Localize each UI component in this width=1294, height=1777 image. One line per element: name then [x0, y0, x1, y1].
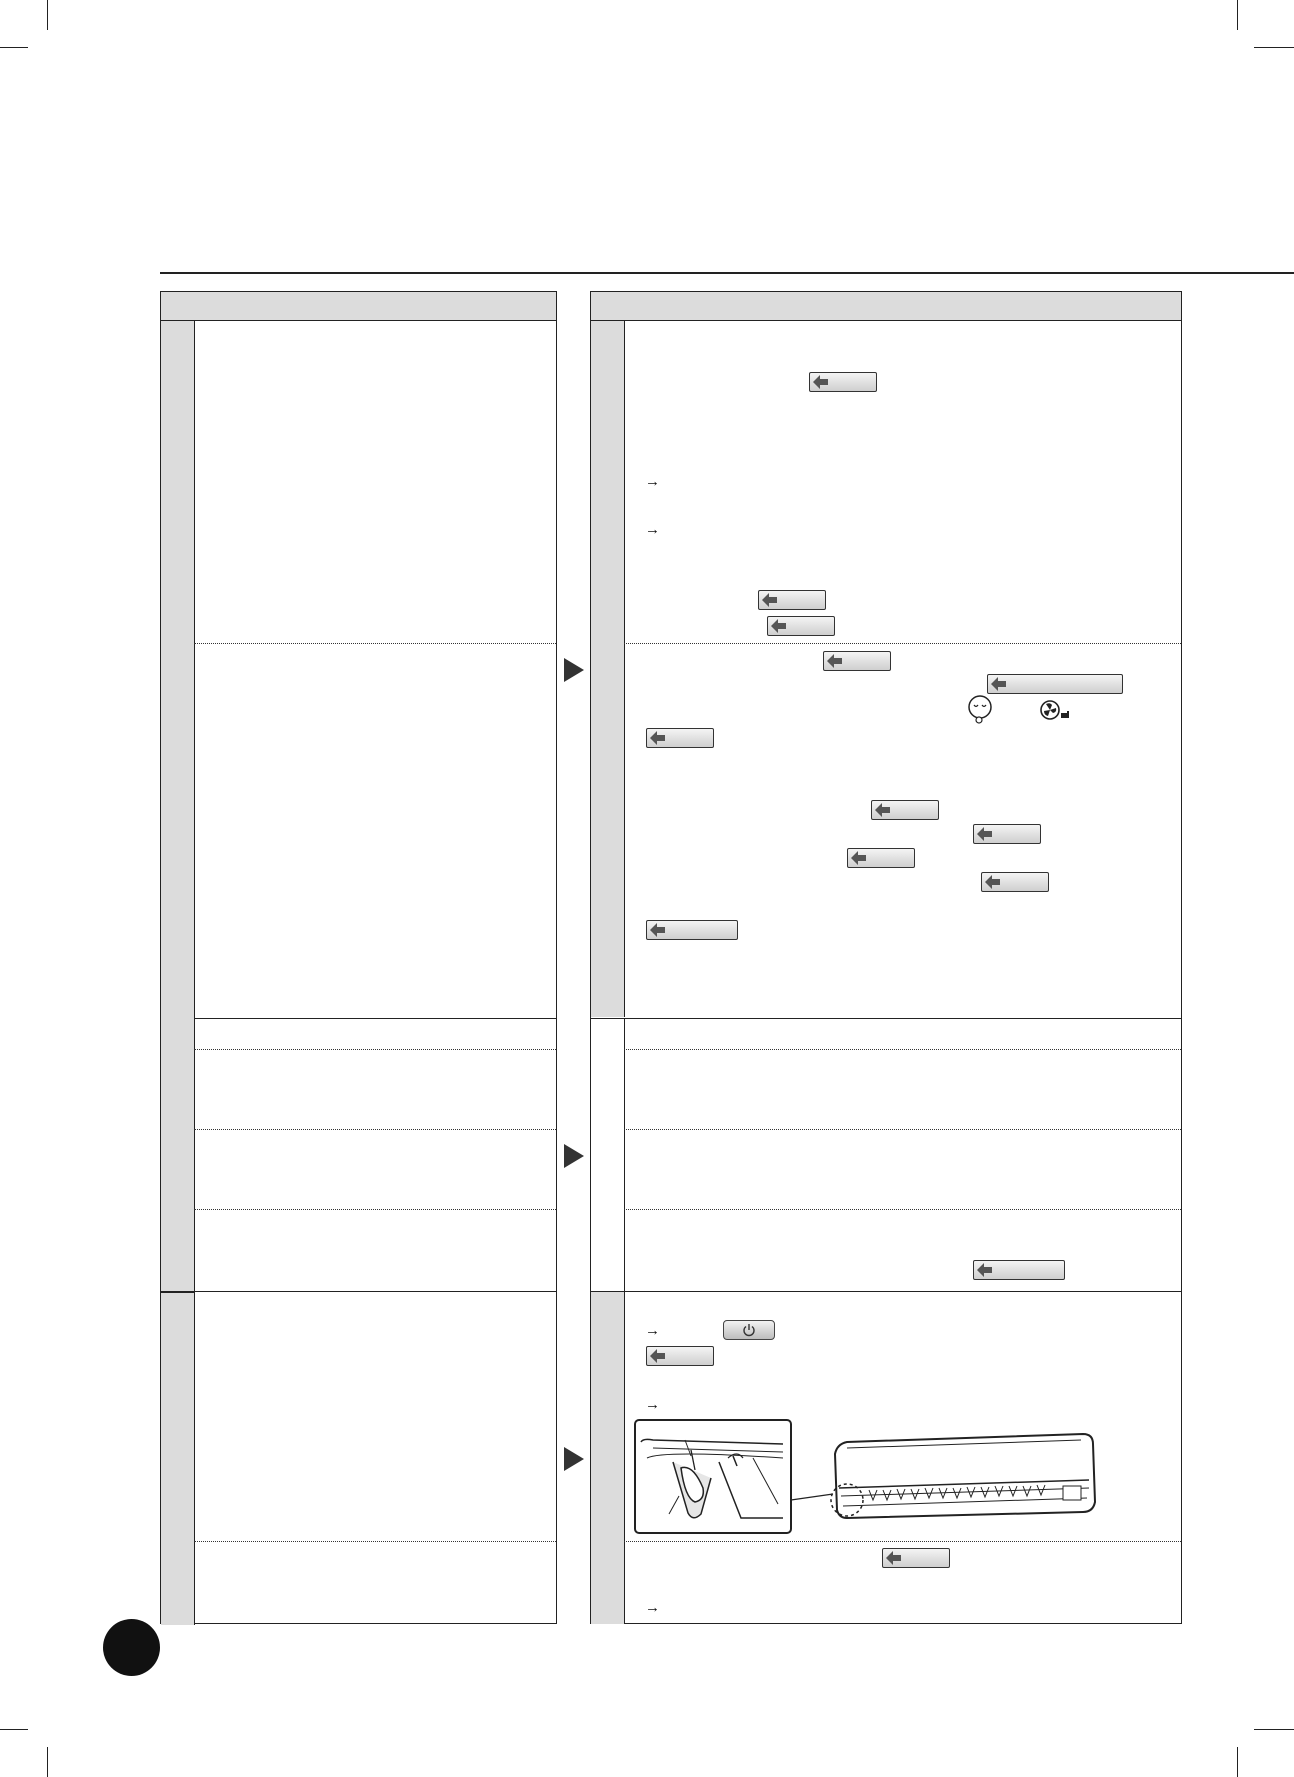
crop-mark-bottom-right-h	[1254, 1729, 1294, 1730]
symptom-divider-4	[194, 1129, 556, 1130]
solution-divider-2	[591, 1018, 1181, 1019]
page-ref-tab[interactable]	[809, 372, 877, 392]
indoor-unit-illustration	[633, 1418, 1103, 1536]
crop-mark-top-left-v	[47, 0, 48, 30]
symptom-panel-header	[161, 292, 556, 321]
fan-icon	[1040, 700, 1074, 722]
solution-divider-1	[624, 643, 1181, 644]
page-ref-tab[interactable]	[646, 920, 738, 940]
page-ref-tab[interactable]	[646, 1346, 714, 1366]
left-arrow-icon	[985, 875, 1001, 889]
symptom-divider-2	[194, 1018, 556, 1019]
page-ref-tab[interactable]	[823, 651, 891, 671]
left-arrow-icon	[827, 654, 843, 668]
solution-divider-3	[624, 1049, 1181, 1050]
right-arrow-icon: →	[645, 1599, 660, 1616]
solution-divider-7	[624, 1541, 1181, 1542]
left-arrow-icon	[875, 803, 891, 817]
page-ref-tab[interactable]	[987, 674, 1123, 694]
left-arrow-icon	[771, 619, 787, 633]
page-ref-tab[interactable]	[882, 1548, 950, 1568]
right-triangle-icon	[564, 1447, 584, 1471]
right-arrow-icon: →	[645, 521, 660, 538]
crop-mark-bottom-right-v	[1237, 1747, 1238, 1777]
left-arrow-icon	[977, 1263, 993, 1277]
page-ref-tab[interactable]	[871, 800, 939, 820]
power-icon	[742, 1323, 756, 1337]
solution-gutter-1	[591, 321, 625, 1017]
solution-gutter-2	[591, 1018, 625, 1291]
left-arrow-icon	[650, 731, 666, 745]
right-arrow-icon: →	[645, 473, 660, 490]
crop-mark-bottom-left-h	[0, 1729, 28, 1730]
symptom-divider-1	[194, 643, 556, 644]
left-arrow-icon	[650, 1349, 666, 1363]
page-ref-tab[interactable]	[973, 824, 1041, 844]
crop-mark-top-right-h	[1254, 47, 1294, 48]
symptom-panel	[160, 291, 557, 1624]
left-arrow-icon	[977, 827, 993, 841]
right-arrow-icon: →	[645, 1322, 660, 1339]
page-ref-tab[interactable]	[981, 872, 1049, 892]
power-button[interactable]	[723, 1320, 775, 1340]
page-ref-tab[interactable]	[973, 1260, 1065, 1280]
solution-divider-4	[624, 1129, 1181, 1130]
symptom-divider-5	[194, 1209, 556, 1210]
crop-mark-top-left-h	[0, 47, 28, 48]
page-ref-tab[interactable]	[646, 728, 714, 748]
symptom-gutter-2	[161, 1292, 195, 1625]
solution-divider-5	[624, 1209, 1181, 1210]
page-ref-tab[interactable]	[847, 848, 915, 868]
left-arrow-icon	[813, 375, 829, 389]
left-arrow-icon	[991, 677, 1007, 691]
left-arrow-icon	[886, 1551, 902, 1565]
section-rule	[160, 272, 1294, 274]
symptom-divider-6	[161, 1291, 556, 1292]
right-triangle-icon	[564, 1144, 584, 1168]
crop-mark-top-right-v	[1237, 0, 1238, 30]
solution-divider-6	[591, 1291, 1181, 1292]
symptom-gutter-1	[161, 321, 195, 1321]
solution-gutter-3	[591, 1291, 625, 1624]
right-arrow-icon: →	[645, 1396, 660, 1413]
crop-mark-bottom-left-v	[47, 1747, 48, 1777]
left-arrow-icon	[762, 593, 778, 607]
page-number-badge	[103, 1619, 160, 1676]
page-ref-tab[interactable]	[758, 590, 826, 610]
closeup-inset	[635, 1420, 791, 1533]
left-arrow-icon	[851, 851, 867, 865]
symptom-divider-7	[194, 1541, 556, 1542]
left-arrow-icon	[650, 923, 666, 937]
sleep-face-icon	[967, 695, 993, 725]
solution-panel-header	[591, 292, 1181, 321]
page-ref-tab[interactable]	[767, 616, 835, 636]
right-triangle-icon	[564, 658, 584, 682]
symptom-divider-3	[194, 1049, 556, 1050]
